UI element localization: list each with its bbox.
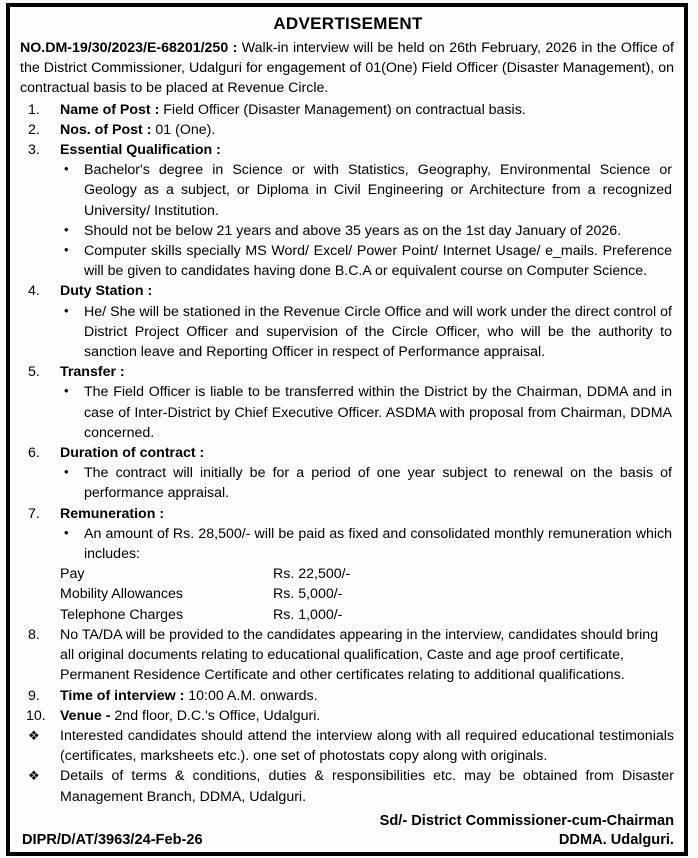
item-number: 4. xyxy=(28,283,40,300)
list-item: ❖ Details of terms & conditions, duties & responsibilities etc. may be obtained from Disaster Management Branch, DDMA, Udalguri. xyxy=(20,766,676,806)
transfer-bullets xyxy=(60,382,676,443)
dipr-code: DIPR/D/AT/3963/24-Feb-26 xyxy=(22,831,203,848)
list-item-7 xyxy=(20,504,676,625)
list-item-6 xyxy=(20,443,676,504)
footer xyxy=(20,831,676,850)
qualification-bullets xyxy=(60,160,676,281)
item-body xyxy=(60,102,528,118)
table-row xyxy=(60,564,350,584)
notice-frame xyxy=(6,3,688,856)
item-number: 5. xyxy=(28,364,40,381)
list-item: • An amount of Rs. 28,500/- will be paid as fixed and consolidated monthly remuneration which includes: xyxy=(60,524,676,564)
intro-body: Walk-in interview will be held on 26th February, 2026 in the Office of the District Commissioner, Udalguri for engagement of 01(One) Field Officer (Disaster Management), on contractual basis to be placed at Revenue Circle. xyxy=(20,40,674,97)
list-item-4 xyxy=(20,281,676,362)
pay-component-label: Telephone Charges xyxy=(60,606,184,623)
list-item-9 xyxy=(20,686,676,706)
item-label: Nos. of Post : xyxy=(60,121,152,138)
list-item: • Bachelor's degree in Science or with Statistics, Geography, Environmental Science or Geology as a subject, or Diploma in Civil Engineering or Architecture from a recognized University/ Institution. xyxy=(60,160,676,221)
item-label: Transfer : xyxy=(60,364,125,381)
item-number: 9. xyxy=(28,687,40,704)
item-number: 3. xyxy=(28,142,40,159)
item-value: 2nd floor, D.C.'s Office, Udalguri. xyxy=(110,707,321,724)
item-value: 01 (One). xyxy=(151,121,216,138)
duration-bullets xyxy=(60,463,676,503)
list-item-10 xyxy=(20,706,676,726)
item-label: Name of Post : xyxy=(60,101,160,118)
list-item: • Computer skills specially MS Word/ Excel/ Power Point/ Internet Usage/ e_mails. Preference will be given to candidates having done B.C.A or equivalent course on Computer Science. xyxy=(60,241,676,281)
item-number: 1. xyxy=(28,101,40,118)
list-item: • He/ She will be stationed in the Revenue Circle Office and will work under the direct control of District Project Officer and supervision of the Circle Officer, who will be the authority to sanction leave and Reporting Officer in respect of Performance appraisal. xyxy=(60,302,676,363)
item-label: Time of interview : xyxy=(60,687,185,704)
list-item-8 xyxy=(20,625,676,686)
pay-component-amount: Rs. 5,000/- xyxy=(273,586,343,603)
item-number: 8. xyxy=(28,626,40,643)
list-item: • Should not be below 21 years and above 35 years as on the 1st day January of 2026. xyxy=(60,221,676,241)
item-label: Duty Station : xyxy=(60,283,153,300)
item-body xyxy=(60,688,320,704)
list-item-1 xyxy=(20,100,676,120)
item-value: 10:00 A.M. onwards. xyxy=(184,687,318,704)
item-label: Essential Qualification : xyxy=(60,142,221,159)
table-row xyxy=(60,584,350,604)
table-row xyxy=(60,605,350,625)
item-value: Field Officer (Disaster Management) on contractual basis. xyxy=(159,101,526,118)
item-label: Duration of contract : xyxy=(60,445,205,462)
item-number: 7. xyxy=(28,505,40,522)
pay-component-amount: Rs. 1,000/- xyxy=(273,606,343,623)
remuneration-table xyxy=(60,564,350,625)
signature-authority: DDMA. Udalguri. xyxy=(558,831,674,848)
page-title: ADVERTISEMENT xyxy=(273,14,423,33)
pay-component-amount: Rs. 22,500/- xyxy=(273,566,351,583)
list-item-3 xyxy=(20,140,676,281)
signature-line: Sd/- District Commissioner-cum-Chairman xyxy=(379,812,674,829)
item-label: Venue - xyxy=(60,707,111,724)
item-body xyxy=(60,122,217,138)
item-number: 6. xyxy=(28,445,40,462)
reference-number: NO.DM-19/30/2023/E-68201/250 : xyxy=(20,40,238,56)
notes-list xyxy=(20,726,676,807)
item-body xyxy=(60,708,322,724)
list-item: ❖ Interested candidates should attend the interview along with all required educational testimonials (certificates, marksheets etc.). one set of photostats copy along with originals. xyxy=(20,726,676,766)
remuneration-bullets xyxy=(60,524,676,564)
list-item-2 xyxy=(20,120,676,140)
item-number: 10. xyxy=(26,707,46,724)
item-label: Remuneration : xyxy=(60,505,165,522)
pay-component-label: Pay xyxy=(60,566,85,583)
intro-paragraph xyxy=(20,38,676,99)
item-body: No TA/DA will be provided to the candidates appearing in the interview, candidates should bring all original documents relating to educational qualification, Caste and age proof certificate, Permanent Residence Certificate and other certificates relating to additional qualifications. xyxy=(60,626,659,684)
list-item-5 xyxy=(20,362,676,443)
pay-component-label: Mobility Allowances xyxy=(60,586,184,603)
numbered-list xyxy=(20,100,676,726)
item-number: 2. xyxy=(28,121,40,138)
duty-station-bullets xyxy=(60,302,676,363)
list-item: • The Field Officer is liable to be transferred within the District by the Chairman, DDMA and in case of Inter-District by Chief Executive Officer. ASDMA with proposal from Chairman, DDMA concerned. xyxy=(60,382,676,443)
list-item: • The contract will initially be for a period of one year subject to renewal on the basis of performance appraisal. xyxy=(60,463,676,503)
